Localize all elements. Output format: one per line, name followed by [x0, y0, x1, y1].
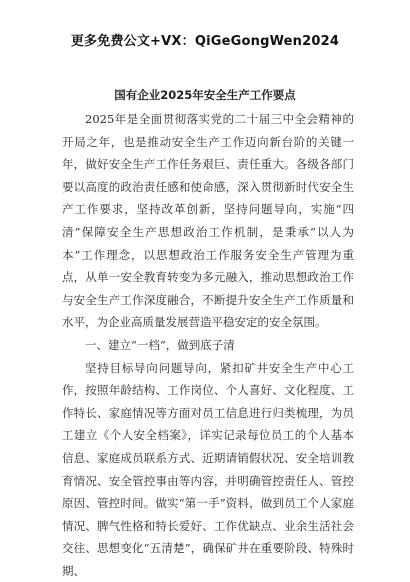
document-title: 国有企业2025年安全生产工作要点 [114, 88, 296, 102]
document-body [62, 108, 354, 582]
promo-banner: 更多免费公文+VX：QiGeGongWen2024 [70, 34, 340, 49]
section-heading: 一、建立“一档”，做到底子清 [85, 337, 235, 352]
section-paragraph: 坚持目标导向问题导向，紧扣矿井安全生产中心工作，按照年龄结构、工作岗位、个人喜好、文化程度、工作特长、家庭情况等方面对员工信息进行归类梳理，为员工建立《个人安全档案》，详实记录每位员工的个人基本信息、家庭成员联系方式、近期请销假状况、安全培训教育情况、安全管控事由等内容，并明确管控责任人、管控原因、管控时间。做实“第一手”资料，做到员工个人家庭情况、脾气性格和特长爱好、工作优缺点、业余生活社会交往、思想变化“五清楚”，确保矿井在重要阶段、特殊时期、 [62, 360, 354, 578]
intro-paragraph: 2025年是全面贯彻落实党的二十届三中全会精神的开局之年，也是推动安全生产工作迈向新台阶的关键一年，做好安全生产工作任务艰巨、责任重大。各级各部门要以高度的政治责任感和使命感，深入贯彻新时代安全生产工作要求，坚持改革创新，坚持问题导向，实施“四清”保障安全生产思想政治工作机制，是秉承“以人为本”工作理念，以思想政治工作服务安全生产管理为重点，从单一安全教育转变为多元融入，推动思想政治工作与安全生产工作深度融合，不断提升安全生产工作质量和水平，为企业高质量发展营造平稳安定的安全氛围。 [62, 112, 354, 330]
